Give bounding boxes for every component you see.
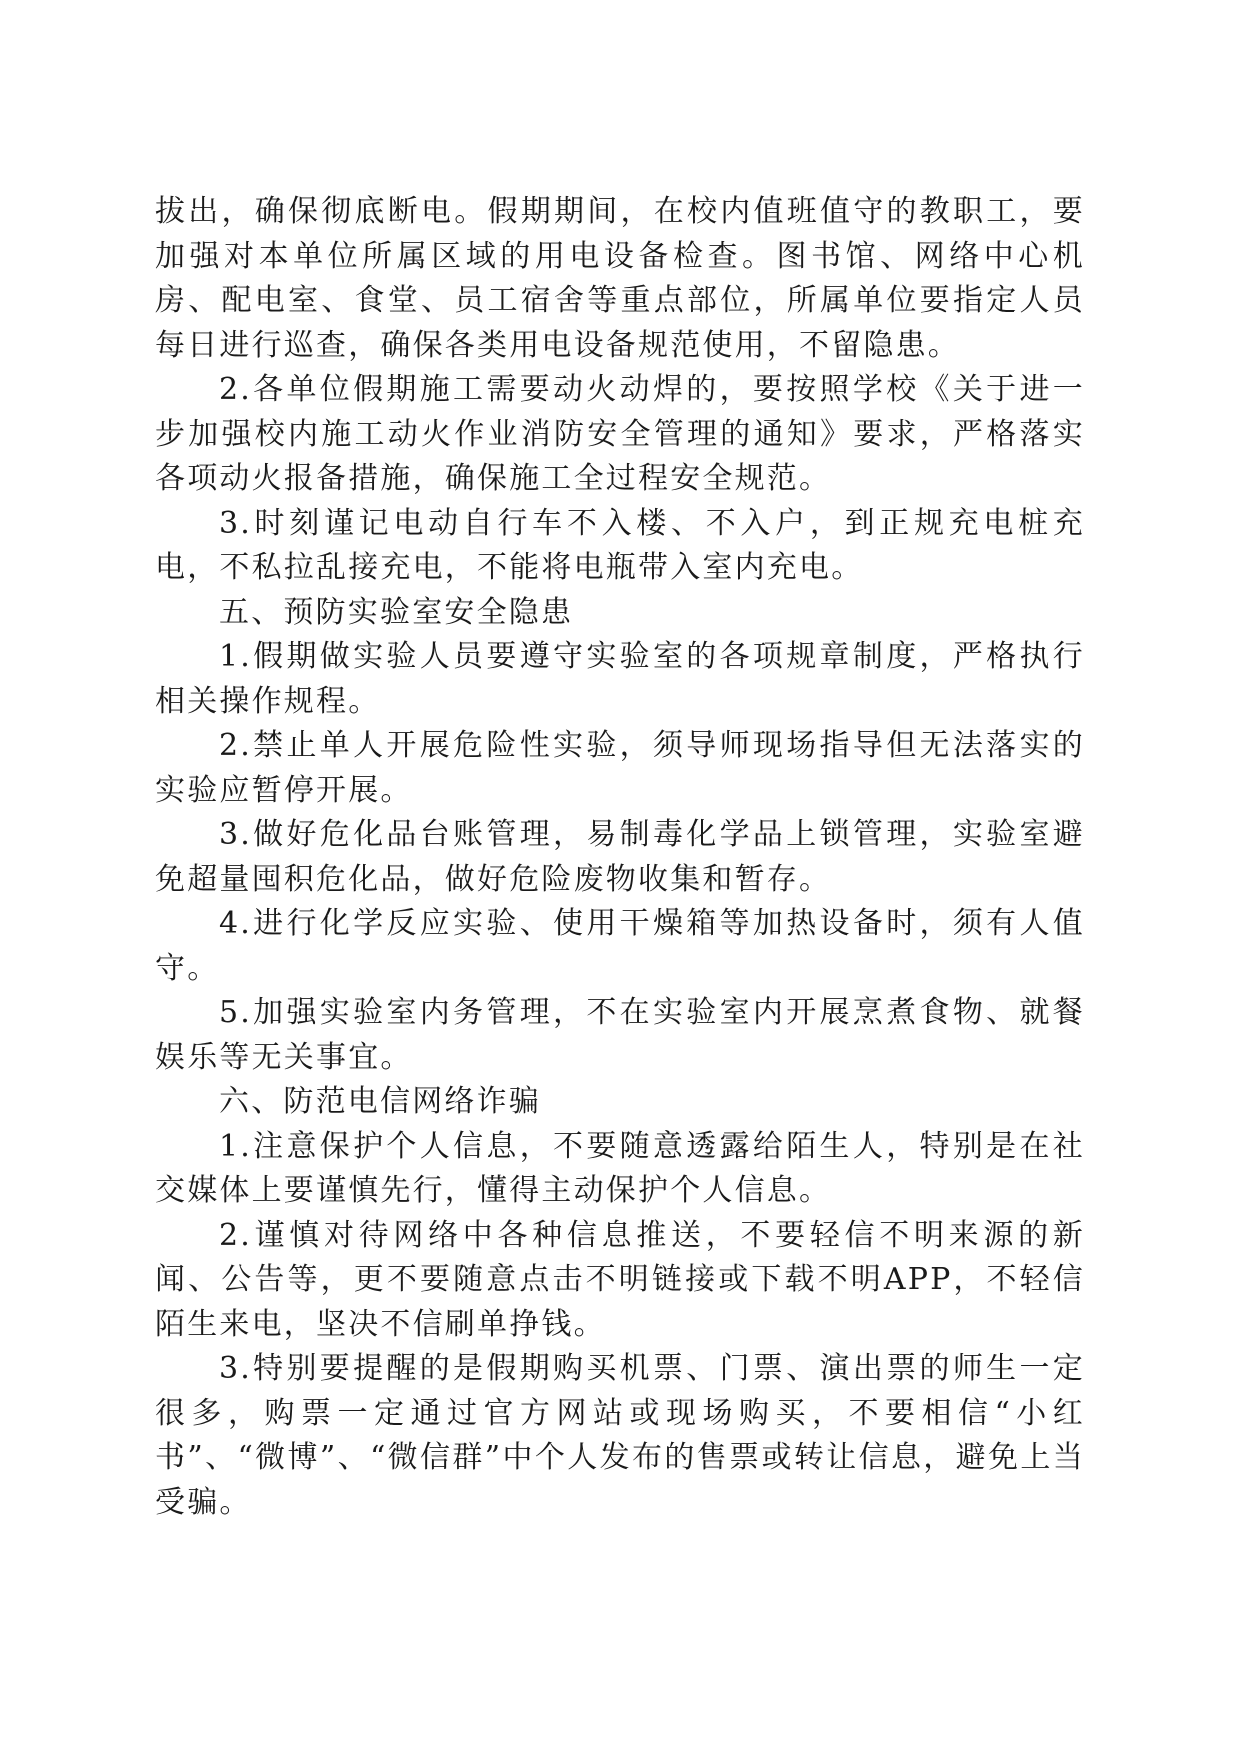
paragraph-item: 2.各单位假期施工需要动火动焊的，要按照学校《关于进一步加强校内施工动火作业消防安全管理的通知》要求，严格落实各项动火报备措施，确保施工全过程安全规范。 — [155, 372, 1085, 496]
paragraph-item: 1.注意保护个人信息，不要随意透露给陌生人，特别是在社交媒体上要谨慎先行，懂得主动保护个人信息。 — [155, 1128, 1085, 1208]
section-heading: 六、防范电信网络诈骗 — [219, 1084, 541, 1119]
section-heading: 五、预防实验室安全隐患 — [219, 594, 574, 630]
paragraph-continuation: 拔出，确保彻底断电。假期期间，在校内值班值守的教职工，要加强对本单位所属区域的用电设备检查。图书馆、网络中心机房、配电室、食堂、员工宿舍等重点部位，所属单位要指定人员每日进行巡查，确保各类用电设备规范使用，不留隐患。 — [155, 194, 1085, 363]
paragraph-item: 1.假期做实验人员要遵守实验室的各项规章制度，严格执行相关操作规程。 — [155, 639, 1085, 719]
paragraph-item: 3.特别要提醒的是假期购买机票、门票、演出票的师生一定很多，购票一定通过官方网站或现场购买，不要相信“小红书”、“微博”、“微信群”中个人发布的售票或转让信息，避免上当受骗。 — [155, 1351, 1085, 1520]
paragraph-item: 2.谨慎对待网络中各种信息推送，不要轻信不明来源的新闻、公告等，更不要随意点击不明链接或下载不明APP，不轻信陌生来电，坚决不信刷单挣钱。 — [155, 1217, 1085, 1342]
paragraph-item: 4.进行化学反应实验、使用干燥箱等加热设备时，须有人值守。 — [155, 906, 1085, 986]
paragraph-item: 3.做好危化品台账管理，易制毒化学品上锁管理，实验室避免超量囤积危化品，做好危险废物收集和暂存。 — [155, 817, 1085, 897]
paragraph-item: 5.加强实验室内务管理，不在实验室内开展烹煮食物、就餐娱乐等无关事宜。 — [155, 995, 1085, 1075]
paragraph-item: 2.禁止单人开展危险性实验，须导师现场指导但无法落实的实验应暂停开展。 — [155, 728, 1085, 808]
document-page — [155, 190, 1085, 1525]
paragraph-item: 3.时刻谨记电动自行车不入楼、不入户，到正规充电桩充电，不私拉乱接充电，不能将电瓶带入室内充电。 — [155, 505, 1085, 585]
